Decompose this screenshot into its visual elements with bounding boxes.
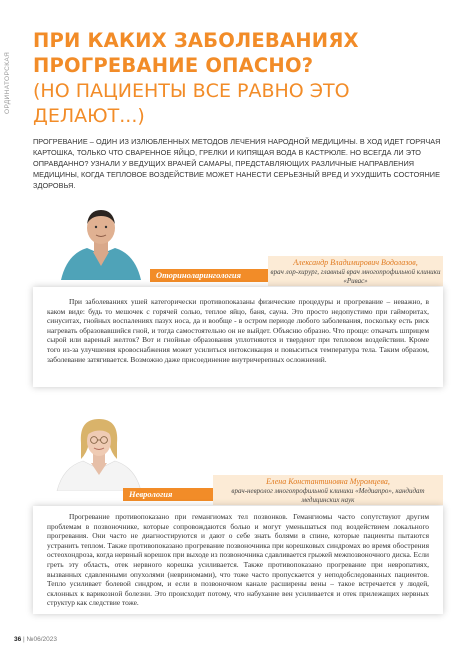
expert-quote-card-1	[33, 287, 443, 387]
expert-photo-1	[53, 202, 149, 280]
article-subtitle: (НО ПАЦИЕНТЫ ВСЕ РАВНО ЭТО ДЕЛАЮТ...)	[33, 80, 350, 127]
expert-specialty-2: Неврология	[123, 488, 213, 501]
issue-number: №06/2023	[26, 636, 58, 643]
expert-photo-2	[51, 413, 147, 491]
article-title: ПРИ КАКИХ ЗАБОЛЕВАНИЯХ ПРОГРЕВАНИЕ ОПАСНО?	[33, 29, 359, 77]
expert-header-2	[33, 411, 443, 504]
article-intro: ПРОГРЕВАНИЕ – ОДИН ИЗ ИЗЛЮБЛЕННЫХ МЕТОДОВ ЛЕЧЕНИЯ НАРОДНОЙ МЕДИЦИНЫ. В ХОД ИДЕТ ГОРЯЧАЯ КАРТОШКА, ТОЛЬКО ЧТО СВАРЕННОЕ ЯЙЦО, ГРЕЛКИ И КИПЯЩАЯ ВОДА В КАСТРЮЛЕ. НО ВСЕГДА ЛИ ЭТО ОПРАВДАННО? УЗНАЛИ У ВЕДУЩИХ ВРАЧЕЙ САМАРЫ, ПРЕДСТАВЛЯЮЩИХ РАЗЛИЧНЫЕ НАПРАВЛЕНИЯ МЕДИЦИНЫ, КОГДА ТЕПЛОВОЕ ВОЗДЕЙСТВИЕ МОЖЕТ НАНЕСТИ СЕРЬЕЗНЫЙ ВРЕД И УХУДШИТЬ СОСТОЯНИЕ ЗДОРОВЬЯ.	[33, 137, 441, 190]
expert-name-2: Елена Константиновна Муромцева,	[266, 477, 390, 486]
expert-quote-text-1: При заболеваниях ушей категорически противопоказаны физические процедуры и прогревание – неважно, в каком виде: будь то мешочек с горячей солью, теплое яйцо, баня, сауна. Это просто недопустимо при гайморитах, синуситах, гнойных воспалениях пазух носа, да и вообще - в остром периоде любого заболевания, поскольку есть риск нагревать образовавшийся гной, и тогда самостоятельно он не выйдет. Объясню образно. Что проще: откачать шприцем сырой или вареный желток? Вот и гнойные образования уплотняются и твердеют при тепловом воздействии. Кроме того из-за улучшения кровоснабжения может усилиться интоксикация и повыситься температура тела. Таким образом, заболевание затягивается. Возможно даже присоединение внутричерепных осложнений.	[47, 297, 429, 364]
expert-header-1	[33, 200, 443, 285]
page-footer: 36 | №06/2023	[14, 636, 58, 643]
expert-position-1: врач лор-хирург, главный врач многопрофильной клиники «Ривас»	[270, 268, 441, 285]
expert-specialty-1: Оториноларингология	[150, 269, 268, 282]
expert-name-box-1	[268, 256, 443, 286]
expert-name-box-2	[213, 475, 443, 505]
page-number: 36	[14, 636, 22, 643]
section-label: ОРДИНАТОРСКАЯ	[4, 51, 11, 114]
expert-quote-card-2	[33, 506, 443, 614]
expert-name-1: Александр Владимирович Водолазов,	[293, 258, 418, 267]
expert-quote-text-2: Прогревание противопоказано при гемангиомах тел позвонков. Гемангиомы часто сопутствуют другим проблемам в позвоночнике, которые сопровождаются болью и могут уменьшаться под воздействием локального прогревания. Они часто не диагностируются и дают о себе знать болями в спине, которые пациенты пытаются устранить теплом. Также противопоказано прогревание позвоночника при корешковых синдромах во время обострения остеохондроза, когда нервный корешок при выходе из позвоночника сдавливается грыжей межпозвоночного диска. Если греть эту область, отек нервного корешка усиливается. Также противопоказано прогревание при невропатиях, вызванных сдавленными опухолями (невриномами), что тоже часто пропускается у неподобследованных пациентов. Тепло усиливает болевой синдром, и если в позвоночном канале расширены вены – такое встречается у людей, склонных к варикозной болезни. Это происходит потому, что набухание вен усиливается и отек прилежащих нервных структур как следствие тоже.	[47, 512, 429, 608]
expert-position-2: врач-невролог многопрофильной клиники «Медиапро», кандидат медицинских наук	[231, 487, 425, 504]
